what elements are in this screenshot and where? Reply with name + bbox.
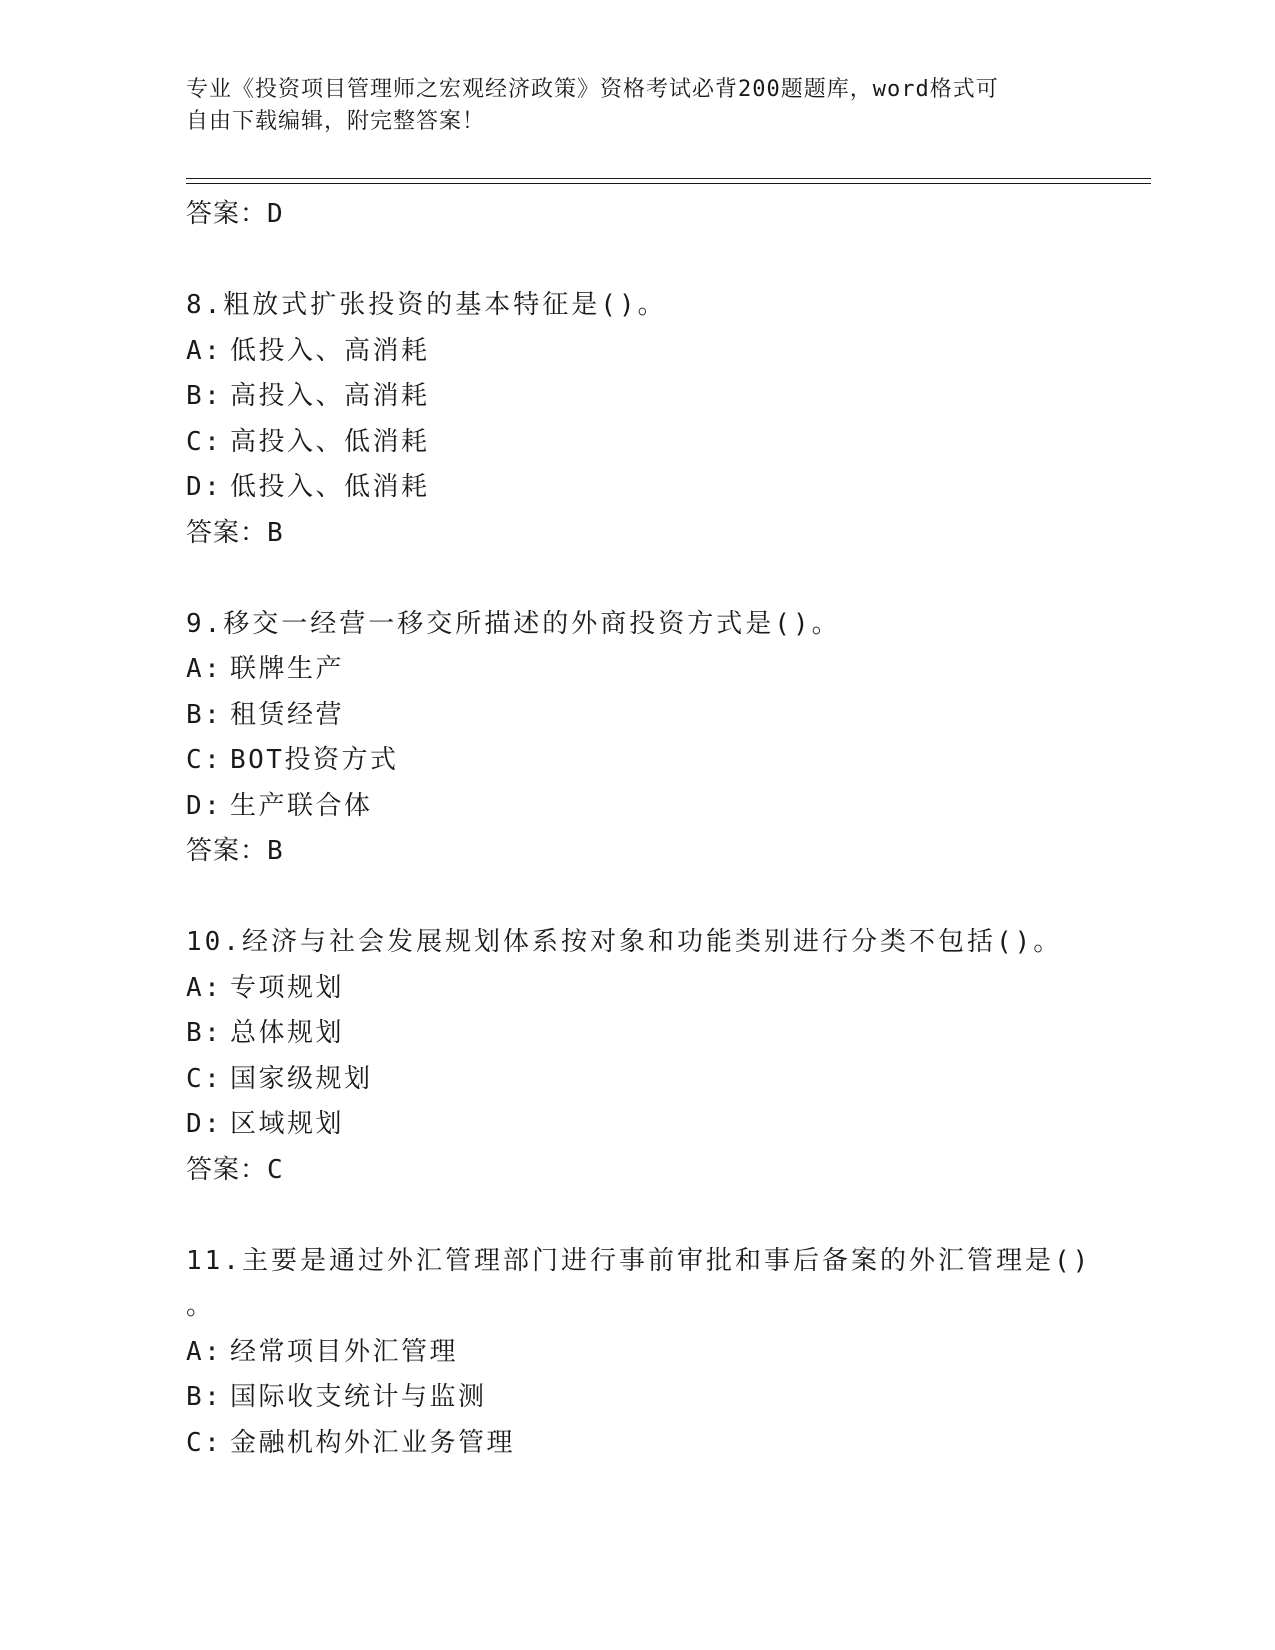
option-letter: B: [186, 699, 223, 730]
option-d [186, 465, 1086, 511]
option-text: 专项规划 [230, 972, 345, 1003]
option-text: 总体规划 [230, 1018, 345, 1048]
option-b [186, 693, 1086, 739]
answer-8 [186, 511, 1086, 557]
header-divider-bottom [186, 183, 1151, 184]
option-d [186, 1102, 1086, 1148]
option-letter: C: [186, 745, 223, 775]
option-d [186, 784, 1086, 830]
document-header [186, 74, 1086, 138]
option-text: BOT投资方式 [230, 745, 399, 775]
option-b [186, 1011, 1086, 1057]
question-10 [186, 920, 1086, 1193]
option-c [186, 738, 1086, 784]
option-text: 高投入、低消耗 [230, 426, 430, 457]
answer-10 [186, 1148, 1086, 1194]
header-divider-top [186, 178, 1151, 179]
question-11 [186, 1239, 1092, 1467]
option-letter: A: [186, 1336, 223, 1367]
option-text: 高投入、高消耗 [230, 381, 430, 411]
question-8 [186, 283, 1086, 556]
question-text-line-1: 11.主要是通过外汇管理部门进行事前审批和事后备案的外汇管理是() [186, 1245, 1092, 1276]
option-letter: B: [186, 1382, 223, 1412]
answer-label: 答案： [186, 836, 268, 866]
option-text: 国际收支统计与监测 [230, 1382, 487, 1412]
option-letter: B: [186, 1018, 223, 1048]
option-letter: C: [186, 1063, 223, 1094]
option-text: 租赁经营 [230, 699, 345, 730]
option-c [186, 1421, 1086, 1467]
option-text: 国家级规划 [230, 1063, 373, 1094]
option-a [186, 966, 1086, 1012]
option-text: 低投入、低消耗 [230, 472, 430, 502]
document-body [186, 192, 1092, 1466]
answer-value: B [267, 836, 284, 866]
spacer [186, 1193, 1086, 1239]
header-title-line-1: 专业《投资项目管理师之宏观经济政策》资格考试必背200题题库，word格式可 [186, 77, 999, 102]
answer-value: B [267, 517, 284, 548]
answer-value: D [267, 199, 284, 229]
question-text-line-2: 。 [186, 1291, 215, 1321]
question-text: 9.移交一经营一移交所描述的外商投资方式是()。 [186, 608, 841, 639]
option-text: 生产联合体 [230, 790, 373, 821]
option-a [186, 329, 1086, 375]
option-b [186, 1375, 1086, 1421]
option-text: 经常项目外汇管理 [230, 1336, 459, 1367]
option-letter: A: [186, 972, 223, 1003]
option-c [186, 420, 1086, 466]
option-text: 金融机构外汇业务管理 [230, 1427, 516, 1458]
answer-9 [186, 829, 1086, 875]
question-text: 10.经济与社会发展规划体系按对象和功能类别进行分类不包括()。 [186, 927, 1063, 957]
question-text: 8.粗放式扩张投资的基本特征是()。 [186, 290, 667, 320]
option-c [186, 1057, 1086, 1103]
option-letter: D: [186, 790, 223, 821]
option-letter: A: [186, 335, 223, 366]
answer-label: 答案： [186, 199, 268, 229]
option-a [186, 647, 1086, 693]
question-9 [186, 602, 1086, 875]
option-letter: C: [186, 426, 223, 457]
answer-7 [186, 192, 1086, 238]
spacer [186, 556, 1086, 602]
answer-value: C [267, 1154, 284, 1185]
option-b [186, 374, 1086, 420]
option-letter: C: [186, 1427, 223, 1458]
option-letter: D: [186, 472, 223, 502]
option-text: 联牌生产 [230, 654, 345, 684]
option-letter: B: [186, 381, 223, 411]
header-title-line-2: 自由下载编辑，附完整答案！ [186, 109, 486, 134]
spacer [186, 238, 1086, 284]
option-text: 区域规划 [230, 1109, 345, 1139]
option-letter: A: [186, 654, 223, 684]
answer-label: 答案： [186, 1154, 268, 1185]
option-a [186, 1330, 1086, 1376]
spacer [186, 875, 1086, 921]
option-letter: D: [186, 1109, 223, 1139]
answer-label: 答案： [186, 517, 268, 548]
option-text: 低投入、高消耗 [230, 335, 430, 366]
